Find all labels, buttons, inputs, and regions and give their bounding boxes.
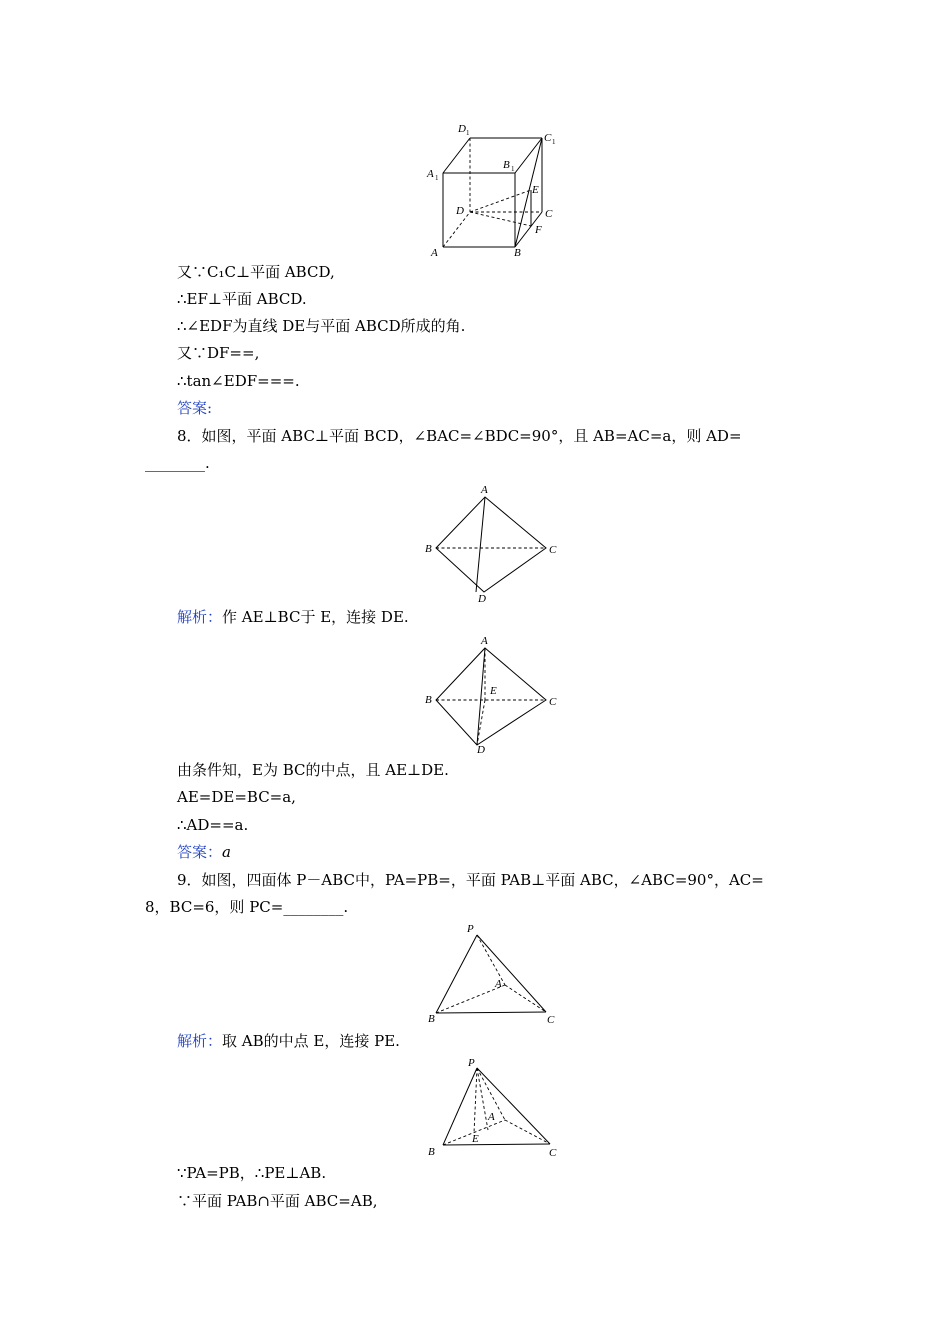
p7-line-4: 又∵DF==, [177,344,260,362]
label-C: C [549,1147,557,1159]
svg-text:1: 1 [466,129,470,137]
solution-9-line-2: ∵平面 PAB∩平面 ABC=AB, [177,1192,378,1210]
question-8-figure [420,480,570,605]
label-E: E [490,685,497,697]
svg-text:1: 1 [511,165,515,173]
label-C1: C [544,132,552,144]
solution-9-line-1: ∵PA=PB，∴PE⊥AB. [177,1164,327,1182]
label-F: F [535,224,542,236]
jiexi-label: 解析： [177,608,223,626]
solution-8-line-1: 由条件知，E为 BC的中点，且 AE⊥DE. [177,761,449,779]
label-A: A [488,1111,495,1123]
label-B1: B [503,159,510,171]
label-C: C [545,208,553,220]
label-B: B [428,1013,435,1025]
question-9-line-1: 9．如图，四面体 P－ABC中，PA=PB=，平面 PAB⊥平面 ABC，∠ABC=90°，AC= [177,871,764,889]
p7-line-2: ∴EF⊥平面 ABCD. [177,290,307,308]
label-A: A [431,247,438,259]
label-P: P [468,1057,475,1069]
label-B: B [428,1146,435,1158]
solution-8-line-3: ∴AD==a. [177,816,249,834]
label-A: A [481,484,488,496]
solution-8-line-2: AE=DE=BC=a, [177,788,296,806]
solution-9-figure [420,1055,570,1163]
solution-8-figure [420,632,570,757]
question-9-figure [420,922,570,1032]
label-D1: D [458,123,466,135]
svg-text:1: 1 [552,138,556,146]
label-D: D [456,205,464,217]
solution-8-answer [177,842,231,862]
label-B: B [514,247,521,259]
question-9-line-2: 8，BC=6，则 PC=________. [145,898,349,916]
answer-label: 答案： [177,843,223,861]
label-C: C [549,544,557,556]
answer-value: a [222,843,231,861]
label-A: A [495,978,502,990]
label-C: C [549,696,557,708]
jiexi-text: 取 AB的中点 E，连接 PE. [222,1032,400,1050]
label-B: B [425,543,432,555]
label-P: P [467,923,474,935]
p7-line-5: ∴tan∠EDF===. [177,372,300,390]
label-E: E [532,184,539,196]
label-D: D [478,593,486,605]
cube-figure [420,118,570,263]
label-A1: A [427,168,434,180]
jiexi-text: 作 AE⊥BC于 E，连接 DE. [222,608,409,626]
label-D: D [477,744,485,756]
label-A: A [481,635,488,647]
question-8-line-2: ________. [145,454,210,472]
svg-text:1: 1 [435,174,439,182]
label-B: B [425,694,432,706]
jiexi-label: 解析： [177,1032,223,1050]
question-8-line-1: 8．如图，平面 ABC⊥平面 BCD，∠BAC=∠BDC=90°，且 AB=AC=a，则 AD= [177,427,742,445]
p7-line-3: ∴∠EDF为直线 DE与平面 ABCD所成的角. [177,317,466,335]
solution-8-jiexi [177,607,409,627]
p7-line-1: 又∵C₁C⊥平面 ABCD, [177,263,335,281]
p7-answer-label: 答案: [177,399,213,417]
label-C: C [547,1014,555,1026]
label-E: E [472,1133,479,1145]
solution-9-jiexi [177,1031,400,1051]
